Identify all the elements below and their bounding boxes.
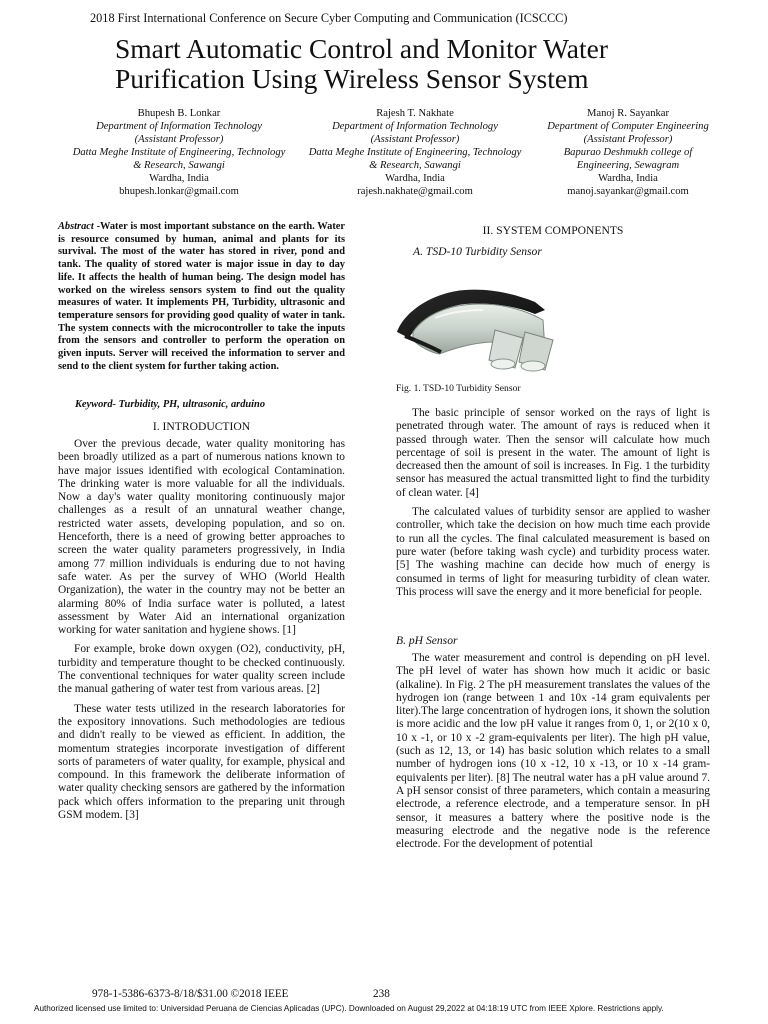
- author-dept: Department of Computer Engineering: [547, 121, 709, 132]
- author-institution: Bapurao Deshmukh college of Engineering, Sewagram: [563, 147, 693, 171]
- license-notice: Authorized licensed use limited to: Universidad Peruana de Ciencias Aplicadas (UPC). Downloaded on August 29,2022 at 04:18:19 UTC from IEEE Xplore. Restrictions apply.: [34, 1004, 664, 1013]
- author-city: Wardha, India: [149, 173, 209, 184]
- author-role: (Assistant Professor): [134, 134, 224, 145]
- author-institution: Datta Meghe Institute of Engineering, Technology & Research, Sawangi: [72, 147, 286, 171]
- abstract: [58, 221, 345, 373]
- author-role: (Assistant Professor): [583, 134, 673, 145]
- author-block-2: [306, 107, 524, 198]
- author-dept: Department of Information Technology: [96, 121, 262, 132]
- paragraph: Over the previous decade, water quality monitoring has been broadly utilized as a part of numerous nations known to have major issues identified with ecological Contamination. The drinking water is more valuable for all the individuals. Now a day's water quality monitoring continuously major challenges as a result of an unnatural weather change, restricted water assets, developing population, and so on. Henceforth, there is a need of growing better approaches to screen the water quality parameters progressively, in India among 77 million individuals is enduring due to not having safe water. As per the survey of WHO (World Health Organization), the water in the country may not be better an alarming 80% of India surface water is polluted, a latest assessment by Water Aid an international organization working for water sanitation and hygiene shows. [1]: [58, 438, 345, 637]
- abstract-text: -Water is most important substance on the earth. Water is resource consumed by human, animal and plants for its survival. The most of the water has stored in river, pond and tank. The quality of stored water is major issue in day to day life. It affects the health of human being. The design model has worked on the wireless sensors system to find out the quality measures of water. It implements PH, Turbidity, ultrasonic and temperature sensors for providing good quality of water in tank. The system connects with the microcontroller to take the inputs from the sensors and controller to perform the operation on given inputs. Server will received the information to server and send to the client system for further taking action.: [58, 221, 345, 372]
- author-email: bhupesh.lonkar@gmail.com: [119, 186, 239, 197]
- author-role: (Assistant Professor): [370, 134, 460, 145]
- conference-header: 2018 First International Conference on Secure Cyber Computing and Communication (ICSCCC): [90, 11, 568, 25]
- abstract-lead: Abstract: [58, 221, 94, 232]
- turbidity-body: [396, 407, 710, 599]
- section-heading-introduction: I. INTRODUCTION: [152, 420, 251, 433]
- author-email: rajesh.nakhate@gmail.com: [357, 186, 473, 197]
- paragraph: The calculated values of turbidity sensor are applied to washer controller, which take the decision on how much time each provide to run all the cycles. The final calculated measurement is based on pure water (before taking wash cycle) and turbidity process water. [5] The washing machine can decide how much of energy is consumed in terms of light for measuring turbidity of clean water. This process will save the energy and it more beneficial for people.: [396, 506, 710, 598]
- paragraph: The basic principle of sensor worked on the rays of light is penetrated through water. The amount of rays is reduced when it passed through water. Then the sensor will calculate how much percentage of soil is present in the water. The amount of light is decreased then the amount of soil is increases. In Fig. 1 the turbidity sensor has measured the actual transmitted light to find the turbidity of clean water. [4]: [396, 407, 710, 499]
- subsection-heading-ph: B. pH Sensor: [396, 634, 458, 647]
- paragraph: For example, broke down oxygen (O2), conductivity, pH, turbidity and temperature thought to be checked continuously. The conventional techniques for water quality screen include the manual gathering of water test from various areas. [2]: [58, 643, 345, 696]
- turbidity-sensor-image: [395, 280, 575, 372]
- introduction-body: [58, 438, 345, 822]
- author-email: manoj.sayankar@gmail.com: [567, 186, 689, 197]
- author-name: Rajesh T. Nakhate: [376, 108, 454, 119]
- paragraph: These water tests utilized in the research laboratories for the expository innovations. Such methodologies are tedious and didn't really to be viewed as efficient. In addition, the momentum strategies incorporate investigation of different sorts of parameters of water quality, for example, physical and compound. In this framework the deliberate information of water quality checking sensors are gathered by the information pack which offers information to the preparing unit through GSM modem. [3]: [58, 702, 345, 822]
- figure-caption: Fig. 1. TSD-10 Turbidity Sensor: [396, 383, 521, 394]
- author-city: Wardha, India: [385, 173, 445, 184]
- author-institution: Datta Meghe Institute of Engineering, Technology & Research, Sawangi: [308, 147, 522, 171]
- subsection-heading-turbidity: A. TSD-10 Turbidity Sensor: [413, 245, 542, 258]
- page-number: 238: [373, 988, 390, 1000]
- ph-body: [396, 652, 710, 851]
- author-name: Manoj R. Sayankar: [586, 108, 670, 119]
- section-heading-system-components: II. SYSTEM COMPONENTS: [482, 224, 624, 237]
- paragraph: The water measurement and control is depending on pH level. The pH level of water has shown how much it acidic or basic (alkaline). In Fig. 2 The pH measurement translates the values of the hydrogen ion (range between 1 and 10x -14 gram equivalents per liter).The large concentration of hydrogen ions, it shown the solution is more acidic and the low pH value it ranges from 0, 1, or 2(10 x 0, 10 x -1, or 10 x -2 gram-equivalents per liter). The high pH value, (such as 12, 13, or 14) has basic solution which relates to a small number of hydrogen ions (10 x -12, 10 x -13, or 10 x -14 gram-equivalents per liter). [8] The neutral water has a pH value around 7. A pH sensor consist of three parameters, which contain a measuring electrode, a reference electrode, and a temperature sensor. In pH sensor, it measures a battery where the positive node is the measuring electrode and the negative node is the reference electrode. For the development of potential: [396, 652, 710, 851]
- keywords: Keyword- Turbidity, PH, ultrasonic, arduino: [75, 399, 266, 410]
- author-city: Wardha, India: [598, 173, 658, 184]
- copyright-footer: 978-1-5386-6373-8/18/$31.00 ©2018 IEEE: [92, 988, 289, 1000]
- paper-title: Smart Automatic Control and Monitor Water Purification Using Wireless Sensor System: [115, 33, 608, 94]
- author-dept: Department of Information Technology: [332, 121, 498, 132]
- author-name: Bhupesh B. Lonkar: [137, 108, 221, 119]
- author-block-1: [70, 107, 288, 198]
- author-block-3: [538, 107, 718, 198]
